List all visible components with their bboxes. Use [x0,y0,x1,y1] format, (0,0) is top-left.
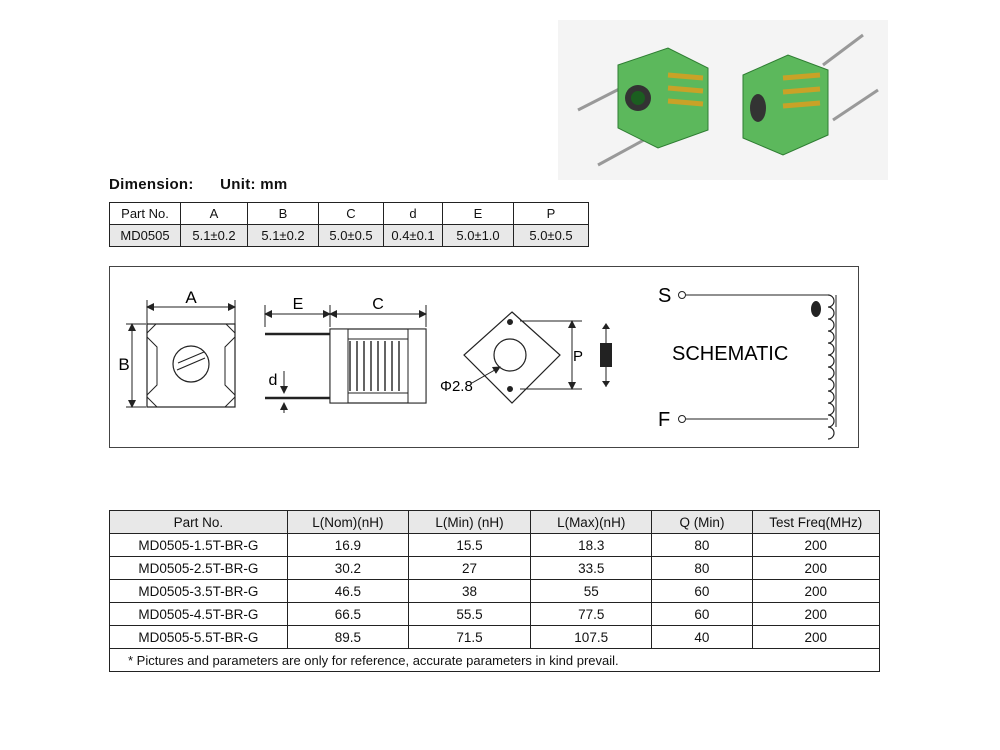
technical-drawing [109,266,859,448]
unit-label: Unit: mm [220,176,288,193]
spec-header-freq: Test Freq(MHz) [752,511,879,534]
cell-freq: 200 [752,603,879,626]
label-d: d [268,372,278,389]
label-e: E [292,296,304,313]
cell-q: 60 [652,580,752,603]
spec-header-row [110,511,880,534]
terminal-f: F [658,409,671,431]
dim-value-d: 0.4±0.1 [384,225,443,247]
side-view [265,296,426,413]
label-p: P [572,348,584,365]
dim-value-c: 5.0±0.5 [319,225,384,247]
cell-lmax: 107.5 [531,626,652,649]
spec-header-partno: Part No. [110,511,288,534]
cell-partno: MD0505-1.5T-BR-G [110,534,288,557]
cell-partno: MD0505-2.5T-BR-G [110,557,288,580]
dim-header-c: C [319,203,384,225]
cell-lmin: 55.5 [408,603,530,626]
schematic-label: SCHEMATIC [672,343,789,365]
cell-lmin: 38 [408,580,530,603]
dim-header-e: E [443,203,514,225]
cell-freq: 200 [752,557,879,580]
dimension-label: Dimension: [109,176,194,193]
cell-lmin: 15.5 [408,534,530,557]
bottom-view [440,312,612,403]
cell-lnom: 30.2 [287,557,408,580]
dimension-title [109,176,288,193]
cell-lmax: 33.5 [531,557,652,580]
cell-partno: MD0505-3.5T-BR-G [110,580,288,603]
note-row [110,649,880,672]
dim-header-p: P [514,203,589,225]
cell-q: 80 [652,534,752,557]
table-row [110,534,880,557]
cell-freq: 200 [752,534,879,557]
cell-lmin: 71.5 [408,626,530,649]
cell-partno: MD0505-5.5T-BR-G [110,626,288,649]
cell-freq: 200 [752,580,879,603]
dim-header-d: d [384,203,443,225]
label-a: A [185,288,197,307]
cell-lmax: 77.5 [531,603,652,626]
spec-header-lnom: L(Nom)(nH) [287,511,408,534]
dim-value-a: 5.1±0.2 [181,225,248,247]
dimension-value-row [110,225,589,247]
label-c: C [372,296,384,313]
dim-value-partno: MD0505 [110,225,181,247]
dim-value-b: 5.1±0.2 [248,225,319,247]
dim-header-partno: Part No. [110,203,181,225]
table-row [110,626,880,649]
label-phi: Φ2.8 [440,378,473,395]
cell-lmax: 18.3 [531,534,652,557]
table-row [110,557,880,580]
table-row [110,603,880,626]
dim-value-p: 5.0±0.5 [514,225,589,247]
product-photo [558,20,888,180]
spec-header-lmax: L(Max)(nH) [531,511,652,534]
cell-q: 80 [652,557,752,580]
spec-table [109,510,880,672]
cell-partno: MD0505-4.5T-BR-G [110,603,288,626]
cell-freq: 200 [752,626,879,649]
cell-q: 60 [652,603,752,626]
dim-value-e: 5.0±1.0 [443,225,514,247]
schematic [658,285,836,439]
footnote: * Pictures and parameters are only for reference, accurate parameters in kind prevail. [110,649,880,672]
cell-lnom: 46.5 [287,580,408,603]
dimension-table [109,202,589,247]
cell-lnom: 16.9 [287,534,408,557]
cell-lmax: 55 [531,580,652,603]
cell-lnom: 89.5 [287,626,408,649]
dim-header-a: A [181,203,248,225]
front-view [118,288,235,407]
spec-header-lmin: L(Min) (nH) [408,511,530,534]
table-row [110,580,880,603]
terminal-s: S [658,285,672,307]
dimension-header-row [110,203,589,225]
cell-q: 40 [652,626,752,649]
cell-lnom: 66.5 [287,603,408,626]
cell-lmin: 27 [408,557,530,580]
label-b: B [118,355,130,374]
dim-header-b: B [248,203,319,225]
spec-header-q: Q (Min) [652,511,752,534]
